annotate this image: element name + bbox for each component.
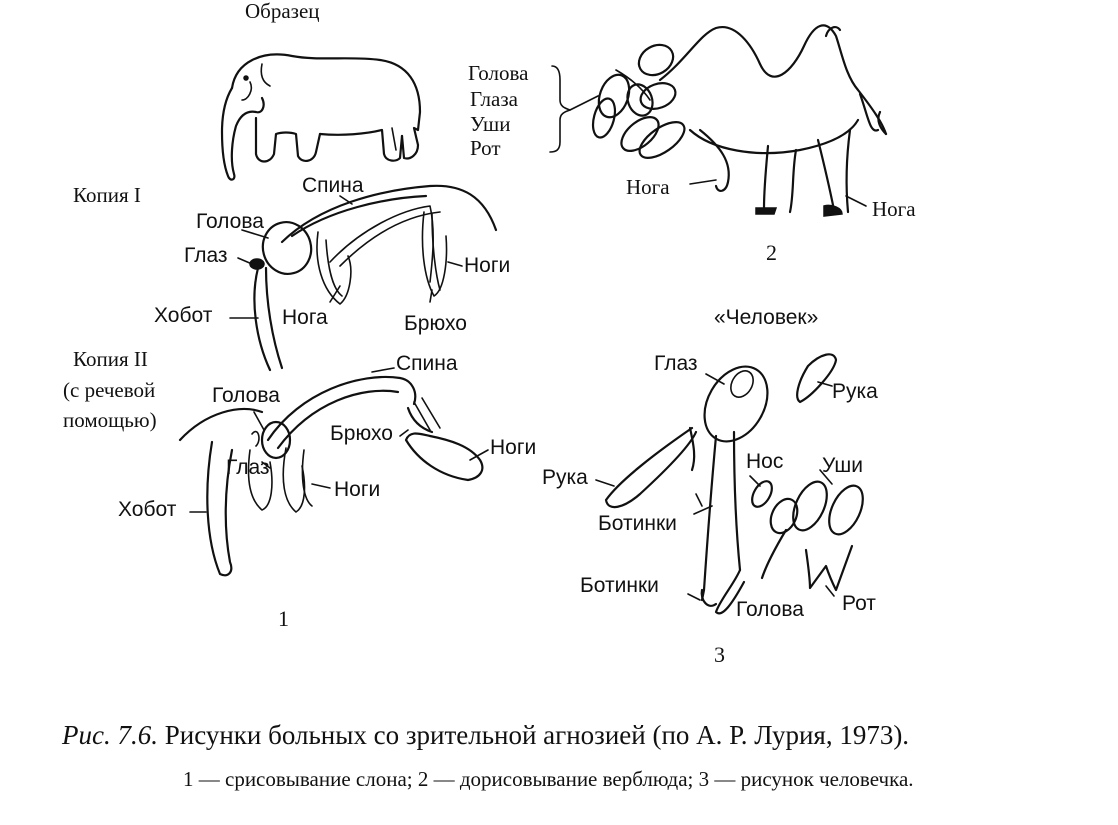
human-head-label: Голова xyxy=(736,598,804,621)
human-mouth-label: Рот xyxy=(842,592,876,615)
caption-prefix: Рис. 7.6. xyxy=(62,720,158,750)
copy2-label-line2: (с речевой xyxy=(63,378,156,402)
copy2-belly-label: Брюхо xyxy=(330,422,393,445)
camel-leg-left-label: Нога xyxy=(626,175,670,199)
copy2-legs-label: Ноги xyxy=(334,478,381,501)
copy1-back-label: Спина xyxy=(302,174,364,197)
copy2-legs2-label: Ноги xyxy=(490,436,537,459)
camel-eyes-label: Глаза xyxy=(470,87,518,111)
copy1-eye-label: Глаз xyxy=(184,244,228,267)
human-ears-label: Уши xyxy=(822,454,863,477)
copy1-head-label: Голова xyxy=(196,210,264,233)
figure-number-2: 2 xyxy=(766,240,777,265)
figure-caption xyxy=(62,718,1062,752)
copy2-trunk-label: Хобот xyxy=(118,498,177,521)
human-shoes2-label: Ботинки xyxy=(580,574,659,597)
camel-mouth-label: Рот xyxy=(470,136,501,160)
copy1-leg-label: Нога xyxy=(282,306,328,329)
human-label: «Человек» xyxy=(714,306,819,329)
copy1-legs-label: Ноги xyxy=(464,254,511,277)
copy2-head-label: Голова xyxy=(212,384,280,407)
elephant-copy-2 xyxy=(63,347,536,631)
copy2-label-line3: помощью) xyxy=(63,408,157,432)
copy2-label-line1: Копия II xyxy=(73,347,148,371)
elephant-copy-1 xyxy=(73,174,510,370)
camel-head-label: Голова xyxy=(468,61,529,85)
copy1-label: Копия I xyxy=(73,183,141,207)
camel-drawing xyxy=(468,25,916,265)
human-nose-label: Нос xyxy=(746,450,784,473)
sample-elephant xyxy=(222,0,420,180)
copy2-back-label: Спина xyxy=(396,352,458,375)
human-eye-label: Глаз xyxy=(654,352,698,375)
caption-title: Рисунки больных со зрительной агнозией (по А. Р. Лурия, 1973). xyxy=(164,720,910,750)
figure-number-3: 3 xyxy=(714,642,725,667)
copy2-eye-label: Глаз xyxy=(226,456,270,479)
human-arm-right-label: Рука xyxy=(832,380,878,403)
camel-leg-right-label: Нога xyxy=(872,197,916,221)
copy1-belly-label: Брюхо xyxy=(404,312,467,335)
figure-number-1: 1 xyxy=(278,606,289,631)
camel-ears-label: Уши xyxy=(470,112,511,136)
human-drawing xyxy=(542,306,878,667)
human-shoes1-label: Ботинки xyxy=(598,512,677,535)
copy1-trunk-label: Хобот xyxy=(154,304,213,327)
human-arm-left-label: Рука xyxy=(542,466,588,489)
caption-detail: 1 — срисовывание слона; 2 — дорисовывание верблюда; 3 — рисунок человечка. xyxy=(183,767,914,791)
sample-label: Образец xyxy=(245,0,320,23)
